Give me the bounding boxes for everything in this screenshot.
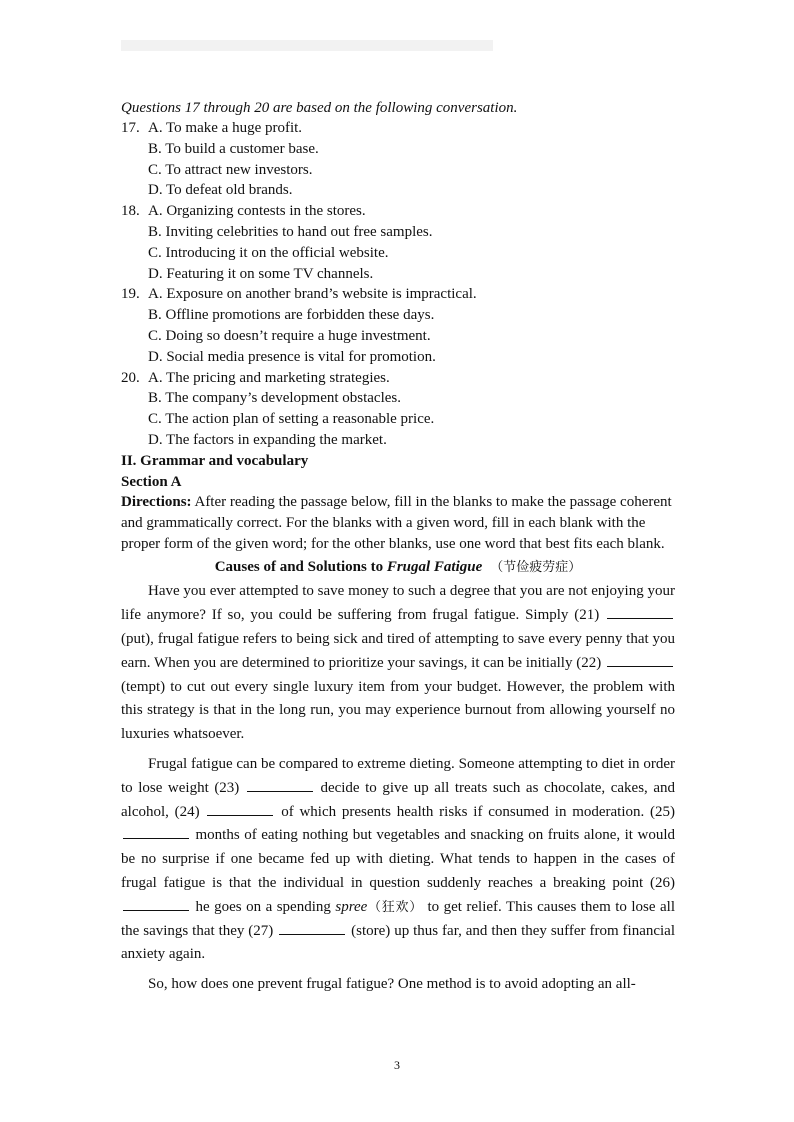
question-option: B. Inviting celebrities to hand out free samples.	[148, 223, 433, 240]
question-number: 19.	[121, 286, 140, 303]
p1-text-a: Have you ever attempted to save money to such a degree that you are not enjoying your life anymore? If so, you could be suffering from frugal fatigue. Simply (21)	[121, 583, 675, 624]
passage-title	[121, 555, 675, 580]
blank-22[interactable]	[607, 665, 673, 667]
question-17	[121, 118, 675, 139]
header-bar	[121, 40, 493, 51]
title-chinese: （节俭疲劳症）	[490, 560, 582, 576]
document-page	[121, 98, 675, 997]
question-option: D. Social media presence is vital for promotion.	[148, 348, 436, 365]
question-list	[121, 118, 675, 451]
blank-23[interactable]	[247, 790, 313, 792]
directions	[121, 492, 675, 555]
question-option: A. The pricing and marketing strategies.	[148, 369, 390, 386]
question-option: D. The factors in expanding the market.	[148, 431, 387, 448]
section-subheading: Section A	[121, 473, 182, 490]
blank-25[interactable]	[123, 837, 189, 839]
question-option: D. To defeat old brands.	[148, 182, 293, 199]
question-20	[121, 368, 675, 389]
paragraph-2	[121, 753, 675, 967]
spree-word: spree	[335, 898, 368, 915]
spree-chinese: （狂欢）	[367, 899, 423, 915]
question-option: C. The action plan of setting a reasonable price.	[148, 411, 435, 428]
question-option: C. Doing so doesn’t require a huge investment.	[148, 327, 431, 344]
p2-text-f: to get relief. This causes them to lose all the savings that they (27)	[121, 898, 676, 939]
question-option: B. Offline promotions are forbidden these days.	[148, 307, 435, 324]
question-number: 20.	[121, 369, 140, 386]
question-option: C. Introducing it on the official website.	[148, 244, 389, 261]
title-italic: Frugal Fatigue	[386, 559, 483, 576]
question-option: B. To build a customer base.	[148, 140, 319, 157]
question-option: D. Featuring it on some TV channels.	[148, 265, 374, 282]
question-option: A. Organizing contests in the stores.	[148, 203, 366, 220]
paragraph-1	[121, 580, 675, 747]
p1-text-b: (put), frugal fatigue refers to being sick and tired of attempting to save every penny that you earn. When you are determined to prioritize your savings, it can be initially (22)	[121, 630, 675, 671]
p2-text-d: months of eating nothing but vegetables and snacking on fruits alone, it would be no surprise if one became fed up with dieting. What tends to happen in the cases of frugal fatigue is that the individual in question suddenly reaches a breaking point (26)	[121, 827, 675, 891]
question-option: A. To make a huge profit.	[148, 120, 303, 136]
question-option: B. The company’s development obstacles.	[148, 390, 402, 407]
p2-text-e: he goes on a spending	[195, 898, 331, 915]
p1-text-c: (tempt) to cut out every single luxury item from your budget. However, the problem with this strategy is that in the long run, you may experience burnout from allowing yourself no luxuries whatsoever.	[121, 678, 675, 743]
question-option: C. To attract new investors.	[148, 161, 313, 178]
section-heading: II. Grammar and vocabulary	[121, 452, 309, 469]
blank-26[interactable]	[123, 909, 189, 911]
question-18	[121, 201, 675, 222]
directions-label: Directions:	[121, 494, 192, 511]
p2-text-c: of which presents health risks if consumed in moderation. (25)	[281, 803, 676, 820]
page-number: 3	[394, 1058, 400, 1072]
blank-27[interactable]	[279, 933, 345, 935]
paragraph-3: So, how does one prevent frugal fatigue? One method is to avoid adopting an all-	[148, 976, 636, 993]
question-19	[121, 284, 675, 305]
blank-21[interactable]	[607, 617, 673, 619]
blank-24[interactable]	[207, 814, 273, 816]
p2-text-g: (store) up thus far, and then they suffer from financial anxiety again.	[121, 922, 676, 963]
title-prefix: Causes of and Solutions to	[214, 559, 387, 576]
directions-text: After reading the passage below, fill in the blanks to make the passage coherent and grammatically correct. For the blanks with a given word, fill in each blank with the proper form of the given word; for the other blanks, use one word that best fits each blank.	[121, 494, 672, 553]
listening-intro: Questions 17 through 20 are based on the following conversation.	[121, 100, 518, 116]
p2-text-b: decide to give up all treats such as chocolate, cakes, and alcohol, (24)	[121, 779, 676, 820]
question-number: 18.	[121, 203, 140, 220]
p2-text-a: Frugal fatigue can be compared to extreme dieting. Someone attempting to diet in order to lose weight (23)	[121, 755, 675, 796]
question-option: A. Exposure on another brand’s website is impractical.	[148, 286, 477, 303]
question-number: 17.	[121, 120, 140, 136]
